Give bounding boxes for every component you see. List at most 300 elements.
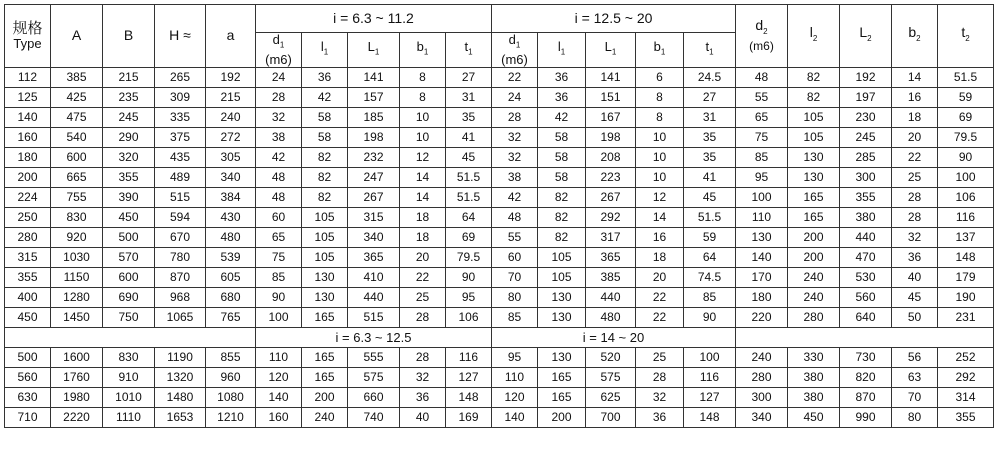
table-cell: 106 xyxy=(938,187,994,207)
header-d1-group2 xyxy=(492,33,538,68)
table-cell: 200 xyxy=(788,247,840,267)
table-cell: 127 xyxy=(684,387,736,407)
table-cell: 200 xyxy=(538,407,586,427)
table-cell: 90 xyxy=(446,267,492,287)
table-cell: 240 xyxy=(736,347,788,367)
table-cell: 317 xyxy=(586,227,636,247)
table-cell: 25 xyxy=(400,287,446,307)
table-cell: 10 xyxy=(636,167,684,187)
table-cell: 1080 xyxy=(206,387,256,407)
table-cell: 14 xyxy=(892,67,938,87)
table-cell: 300 xyxy=(736,387,788,407)
header-B: B xyxy=(103,5,155,68)
table-cell: 74.5 xyxy=(684,267,736,287)
table-row xyxy=(5,387,994,407)
table-cell: 480 xyxy=(206,227,256,247)
table-cell: 870 xyxy=(155,267,206,287)
table-cell: 35 xyxy=(446,107,492,127)
table-cell: 59 xyxy=(938,87,994,107)
table-cell: 32 xyxy=(256,107,302,127)
table-cell: 575 xyxy=(348,367,400,387)
table-cell: 198 xyxy=(586,127,636,147)
table-cell: 28 xyxy=(892,207,938,227)
header-a: a xyxy=(206,5,256,68)
table-cell: 148 xyxy=(684,407,736,427)
table-cell: 82 xyxy=(538,227,586,247)
table-cell: 36 xyxy=(892,247,938,267)
table-cell: 198 xyxy=(348,127,400,147)
table-cell: 272 xyxy=(206,127,256,147)
table-cell: 575 xyxy=(586,367,636,387)
table-cell: 375 xyxy=(155,127,206,147)
table-cell: 539 xyxy=(206,247,256,267)
table-cell: 200 xyxy=(302,387,348,407)
table-cell: 223 xyxy=(586,167,636,187)
table-cell: 410 xyxy=(348,267,400,287)
table-cell: 235 xyxy=(103,87,155,107)
table-cell: 165 xyxy=(788,187,840,207)
header-l1-sub: 1 xyxy=(323,47,329,57)
table-cell: 130 xyxy=(788,147,840,167)
table-cell: 38 xyxy=(492,167,538,187)
table-cell: 51.5 xyxy=(684,207,736,227)
table-cell: 252 xyxy=(938,347,994,367)
row-spec-cell: 280 xyxy=(5,227,51,247)
header-b1-sub: 1 xyxy=(660,47,666,57)
table-cell: 230 xyxy=(840,107,892,127)
table-cell: 165 xyxy=(788,207,840,227)
table-cell: 1150 xyxy=(51,267,103,287)
table-cell: 380 xyxy=(788,367,840,387)
table-cell: 65 xyxy=(256,227,302,247)
header-d2-tolerance: (m6) xyxy=(749,38,774,53)
table-cell: 240 xyxy=(206,107,256,127)
header-L1-sub: 1 xyxy=(374,47,380,57)
table-cell: 130 xyxy=(302,267,348,287)
table-cell: 105 xyxy=(788,127,840,147)
table-cell: 1280 xyxy=(51,287,103,307)
header-A: A xyxy=(51,5,103,68)
header-l1-sub: 1 xyxy=(560,47,566,57)
table-cell: 105 xyxy=(302,247,348,267)
table-cell: 105 xyxy=(788,107,840,127)
header-l2-label: l xyxy=(809,24,813,41)
table-cell: 100 xyxy=(256,307,302,327)
table-cell: 10 xyxy=(636,147,684,167)
table-cell: 240 xyxy=(788,287,840,307)
table-cell: 141 xyxy=(348,67,400,87)
table-cell: 51.5 xyxy=(446,187,492,207)
table-cell: 22 xyxy=(892,147,938,167)
table-cell: 960 xyxy=(206,367,256,387)
table-cell: 830 xyxy=(51,207,103,227)
table-cell: 480 xyxy=(586,307,636,327)
table-cell: 14 xyxy=(636,207,684,227)
table-row xyxy=(5,287,994,307)
table-cell: 280 xyxy=(788,307,840,327)
table-cell: 515 xyxy=(155,187,206,207)
row-spec-cell: 200 xyxy=(5,167,51,187)
table-cell: 167 xyxy=(586,107,636,127)
header-t2-label: t xyxy=(961,24,966,41)
table-subheader xyxy=(5,327,994,347)
table-cell: 36 xyxy=(400,387,446,407)
table-cell: 151 xyxy=(586,87,636,107)
table-cell: 190 xyxy=(938,287,994,307)
table-cell: 120 xyxy=(492,387,538,407)
table-row xyxy=(5,347,994,367)
table-cell: 200 xyxy=(788,227,840,247)
table-row xyxy=(5,407,994,427)
table-cell: 165 xyxy=(302,347,348,367)
table-cell: 855 xyxy=(206,347,256,367)
header-t1-sub: 1 xyxy=(709,47,714,57)
table-cell: 116 xyxy=(446,347,492,367)
table-cell: 365 xyxy=(348,247,400,267)
table-cell: 245 xyxy=(103,107,155,127)
table-cell: 910 xyxy=(103,367,155,387)
table-cell: 85 xyxy=(492,307,538,327)
table-cell: 340 xyxy=(348,227,400,247)
table-cell: 100 xyxy=(736,187,788,207)
header-l1-label: l xyxy=(557,39,561,54)
table-cell: 48 xyxy=(256,167,302,187)
table-cell: 169 xyxy=(446,407,492,427)
table-cell: 105 xyxy=(538,247,586,267)
header-t2-sub: 2 xyxy=(965,34,970,44)
table-cell: 267 xyxy=(348,187,400,207)
table-cell: 110 xyxy=(492,367,538,387)
row-spec-cell: 112 xyxy=(5,67,51,87)
row-spec-cell: 710 xyxy=(5,407,51,427)
table-cell: 110 xyxy=(736,207,788,227)
table-cell: 267 xyxy=(586,187,636,207)
table-cell: 140 xyxy=(492,407,538,427)
table-cell: 285 xyxy=(840,147,892,167)
table-cell: 95 xyxy=(492,347,538,367)
table-cell: 1065 xyxy=(155,307,206,327)
header-d1-tolerance: (m6) xyxy=(501,51,528,67)
table-cell: 82 xyxy=(302,147,348,167)
table-cell: 340 xyxy=(736,407,788,427)
table-cell: 100 xyxy=(938,167,994,187)
table-cell: 292 xyxy=(938,367,994,387)
table-cell: 390 xyxy=(103,187,155,207)
table-cell: 18 xyxy=(892,107,938,127)
table-cell: 24.5 xyxy=(684,67,736,87)
table-cell: 56 xyxy=(892,347,938,367)
table-cell: 24 xyxy=(256,67,302,87)
table-cell: 22 xyxy=(400,267,446,287)
table-cell: 16 xyxy=(892,87,938,107)
table-cell: 500 xyxy=(103,227,155,247)
table-cell: 215 xyxy=(206,87,256,107)
table-cell: 165 xyxy=(302,367,348,387)
table-cell: 555 xyxy=(348,347,400,367)
table-cell: 475 xyxy=(51,107,103,127)
table-cell: 70 xyxy=(892,387,938,407)
table-cell: 82 xyxy=(302,167,348,187)
table-cell: 335 xyxy=(155,107,206,127)
header-L2 xyxy=(840,5,892,68)
table-cell: 10 xyxy=(636,127,684,147)
table-cell: 8 xyxy=(400,67,446,87)
table-cell: 130 xyxy=(538,287,586,307)
table-cell: 75 xyxy=(256,247,302,267)
header-d1-label: d xyxy=(508,32,516,47)
table-cell: 90 xyxy=(938,147,994,167)
table-cell: 870 xyxy=(840,387,892,407)
table-cell: 515 xyxy=(348,307,400,327)
subheader-spacer-left xyxy=(5,327,256,347)
table-cell: 22 xyxy=(492,67,538,87)
table-cell: 540 xyxy=(51,127,103,147)
table-cell: 31 xyxy=(446,87,492,107)
header-t1-sub: 1 xyxy=(468,47,473,57)
table-cell: 51.5 xyxy=(938,67,994,87)
table-cell: 1450 xyxy=(51,307,103,327)
table-cell: 70 xyxy=(492,267,538,287)
table-cell: 2220 xyxy=(51,407,103,427)
table-cell: 305 xyxy=(206,147,256,167)
table-cell: 22 xyxy=(636,287,684,307)
table-cell: 28 xyxy=(400,307,446,327)
table-cell: 36 xyxy=(302,67,348,87)
table-cell: 830 xyxy=(103,347,155,367)
table-cell: 625 xyxy=(586,387,636,407)
table-cell: 160 xyxy=(256,407,302,427)
table-cell: 1480 xyxy=(155,387,206,407)
header-d2-sub: 2 xyxy=(763,26,768,36)
table-cell: 489 xyxy=(155,167,206,187)
header-d1-label: d xyxy=(272,32,280,47)
header-spec xyxy=(5,5,51,68)
table-cell: 79.5 xyxy=(446,247,492,267)
header-d2 xyxy=(736,5,788,68)
header-l1-label: l xyxy=(320,39,324,54)
table-cell: 670 xyxy=(155,227,206,247)
table-cell: 28 xyxy=(492,107,538,127)
header-b1-group2 xyxy=(636,33,684,68)
table-cell: 60 xyxy=(256,207,302,227)
table-cell: 1653 xyxy=(155,407,206,427)
header-l1-group1 xyxy=(302,33,348,68)
table-cell: 140 xyxy=(736,247,788,267)
table-cell: 16 xyxy=(636,227,684,247)
table-cell: 320 xyxy=(103,147,155,167)
table-cell: 58 xyxy=(302,127,348,147)
table-cell: 1110 xyxy=(103,407,155,427)
table-cell: 69 xyxy=(446,227,492,247)
table-cell: 27 xyxy=(446,67,492,87)
table-cell: 730 xyxy=(840,347,892,367)
table-cell: 18 xyxy=(400,227,446,247)
table-cell: 290 xyxy=(103,127,155,147)
table-cell: 570 xyxy=(103,247,155,267)
row-spec-cell: 140 xyxy=(5,107,51,127)
table-cell: 32 xyxy=(492,127,538,147)
table-row xyxy=(5,87,994,107)
table-cell: 60 xyxy=(492,247,538,267)
table-cell: 1210 xyxy=(206,407,256,427)
table-cell: 82 xyxy=(538,207,586,227)
table-cell: 55 xyxy=(492,227,538,247)
table-cell: 85 xyxy=(736,147,788,167)
header-b2-label: b xyxy=(908,24,917,41)
table-cell: 141 xyxy=(586,67,636,87)
table-cell: 100 xyxy=(684,347,736,367)
table-cell: 25 xyxy=(636,347,684,367)
table-cell: 105 xyxy=(302,227,348,247)
header-b2 xyxy=(892,5,938,68)
table-row xyxy=(5,307,994,327)
table-cell: 600 xyxy=(51,147,103,167)
table-cell: 440 xyxy=(840,227,892,247)
table-row xyxy=(5,107,994,127)
table-cell: 430 xyxy=(206,207,256,227)
table-cell: 58 xyxy=(302,107,348,127)
table-cell: 82 xyxy=(538,187,586,207)
table-cell: 315 xyxy=(348,207,400,227)
row-spec-cell: 400 xyxy=(5,287,51,307)
table-cell: 14 xyxy=(400,167,446,187)
table-cell: 385 xyxy=(586,267,636,287)
table-body-section-2 xyxy=(5,347,994,427)
table-cell: 1760 xyxy=(51,367,103,387)
table-cell: 45 xyxy=(684,187,736,207)
table-cell: 130 xyxy=(538,307,586,327)
table-row xyxy=(5,147,994,167)
table-cell: 130 xyxy=(736,227,788,247)
table-cell: 8 xyxy=(400,87,446,107)
table-cell: 18 xyxy=(400,207,446,227)
header-spec-en: Type xyxy=(13,35,42,51)
table-cell: 63 xyxy=(892,367,938,387)
header-L1-group1 xyxy=(348,33,400,68)
table-cell: 75 xyxy=(736,127,788,147)
subheader-ratio-group-4: i = 14 ~ 20 xyxy=(492,327,736,347)
table-cell: 440 xyxy=(348,287,400,307)
table-cell: 6 xyxy=(636,67,684,87)
table-cell: 36 xyxy=(538,87,586,107)
table-cell: 520 xyxy=(586,347,636,367)
table-cell: 780 xyxy=(155,247,206,267)
table-cell: 41 xyxy=(446,127,492,147)
table-cell: 1980 xyxy=(51,387,103,407)
header-ratio-group-1: i = 6.3 ~ 11.2 xyxy=(256,5,492,33)
table-cell: 165 xyxy=(538,387,586,407)
table-cell: 120 xyxy=(256,367,302,387)
table-cell: 82 xyxy=(788,87,840,107)
table-cell: 600 xyxy=(103,267,155,287)
table-cell: 215 xyxy=(103,67,155,87)
header-b1-label: b xyxy=(653,39,661,54)
table-cell: 18 xyxy=(636,247,684,267)
table-cell: 20 xyxy=(636,267,684,287)
table-cell: 165 xyxy=(302,307,348,327)
table-cell: 314 xyxy=(938,387,994,407)
header-l2-sub: 2 xyxy=(812,34,818,44)
header-b1-label: b xyxy=(416,39,424,54)
table-header xyxy=(5,5,994,68)
table-cell: 157 xyxy=(348,87,400,107)
header-L2-sub: 2 xyxy=(867,34,872,44)
table-cell: 231 xyxy=(938,307,994,327)
table-cell: 700 xyxy=(586,407,636,427)
table-cell: 106 xyxy=(446,307,492,327)
table-cell: 45 xyxy=(446,147,492,167)
table-cell: 20 xyxy=(400,247,446,267)
table-row xyxy=(5,207,994,227)
header-t1-label: t xyxy=(464,39,469,54)
table-cell: 247 xyxy=(348,167,400,187)
table-cell: 8 xyxy=(636,107,684,127)
table-cell: 180 xyxy=(736,287,788,307)
header-L1-group2 xyxy=(586,33,636,68)
table-cell: 85 xyxy=(256,267,302,287)
table-cell: 185 xyxy=(348,107,400,127)
table-cell: 24 xyxy=(492,87,538,107)
row-spec-cell: 160 xyxy=(5,127,51,147)
table-cell: 365 xyxy=(586,247,636,267)
table-cell: 69 xyxy=(938,107,994,127)
table-cell: 38 xyxy=(256,127,302,147)
table-cell: 165 xyxy=(538,367,586,387)
table-row xyxy=(5,247,994,267)
table-cell: 58 xyxy=(538,167,586,187)
table-cell: 425 xyxy=(51,87,103,107)
table-cell: 968 xyxy=(155,287,206,307)
table-cell: 35 xyxy=(684,127,736,147)
table-cell: 560 xyxy=(840,287,892,307)
header-t1-group1 xyxy=(446,33,492,68)
table-cell: 65 xyxy=(736,107,788,127)
header-L1-sub: 1 xyxy=(611,47,617,57)
table-cell: 440 xyxy=(586,287,636,307)
table-cell: 59 xyxy=(684,227,736,247)
table-cell: 435 xyxy=(155,147,206,167)
header-d1-tolerance: (m6) xyxy=(265,51,292,67)
table-cell: 450 xyxy=(103,207,155,227)
table-cell: 380 xyxy=(788,387,840,407)
table-cell: 79.5 xyxy=(938,127,994,147)
table-cell: 755 xyxy=(51,187,103,207)
table-cell: 355 xyxy=(840,187,892,207)
table-cell: 48 xyxy=(256,187,302,207)
header-d1-group1 xyxy=(256,33,302,68)
header-b1-group1 xyxy=(400,33,446,68)
table-cell: 80 xyxy=(892,407,938,427)
row-spec-cell: 315 xyxy=(5,247,51,267)
table-cell: 665 xyxy=(51,167,103,187)
table-cell: 605 xyxy=(206,267,256,287)
table-cell: 232 xyxy=(348,147,400,167)
table-cell: 58 xyxy=(538,127,586,147)
table-cell: 82 xyxy=(788,67,840,87)
table-cell: 90 xyxy=(684,307,736,327)
table-cell: 197 xyxy=(840,87,892,107)
table-cell: 137 xyxy=(938,227,994,247)
table-cell: 36 xyxy=(636,407,684,427)
table-cell: 127 xyxy=(446,367,492,387)
table-cell: 20 xyxy=(892,127,938,147)
table-row xyxy=(5,267,994,287)
table-cell: 265 xyxy=(155,67,206,87)
header-t2 xyxy=(938,5,994,68)
table-cell: 920 xyxy=(51,227,103,247)
table-cell: 80 xyxy=(492,287,538,307)
table-cell: 48 xyxy=(492,207,538,227)
